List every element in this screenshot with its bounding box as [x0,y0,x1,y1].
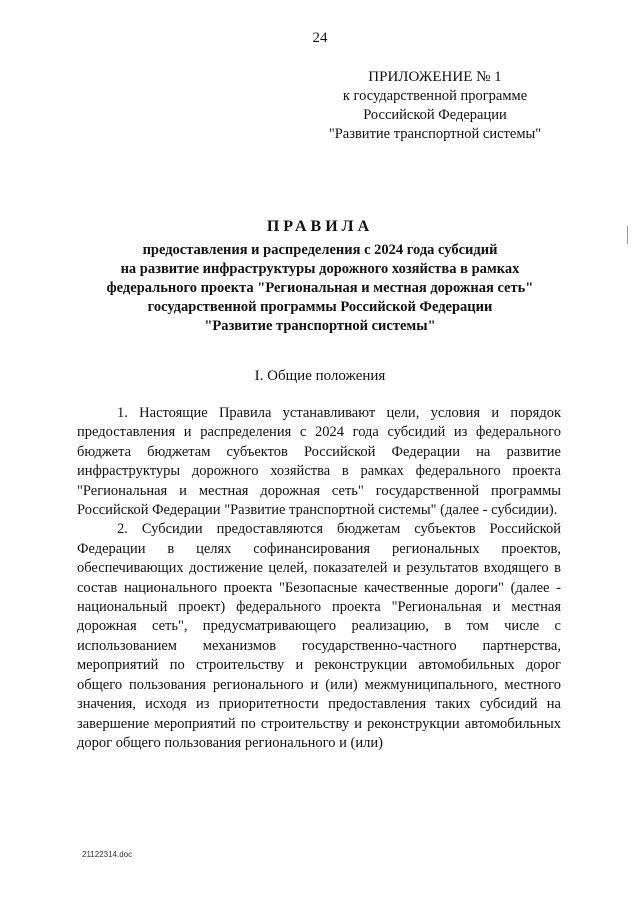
body-text [77,404,561,753]
scan-edge-mark [627,226,628,244]
paragraph-2: 2. Субсидии предоставляются бюджетам субъектов Российской Федерации в целях софинансирования региональных проектов, обеспечивающих достижение целей, показателей и результатов входящего в состав национального проекта "Безопасные качественные дороги" (далее - национальный проект) федерального проекта "Региональная и местная дорожная сеть", предусматривающего реализацию, в том числе с использованием механизмов государственно-частного партнерства, мероприятий по строительству и реконструкции автомобильных дорог общего пользования регионального и (или) межмуниципального, местного значения, исходя из приоритетности предоставления таких субсидий на завершение мероприятий по строительству и реконструкции автомобильных дорог общего пользования регионального и (или) [77,521,561,751]
appendix-line: "Развитие транспортной системы" [328,126,542,142]
appendix-line: Российской Федерации [363,107,507,123]
page-number: 24 [312,30,328,46]
paragraph-1: 1. Настоящие Правила устанавливают цели, условия и порядок предоставления и распределения с 2024 года субсидий из федерального бюджета бюджетам субъектов Российской Федерации на развитие инфраструктуры дорожного хозяйства в рамках федерального проекта "Региональная и местная дорожная сеть" государственной программы Российской Федерации "Развитие транспортной системы" (далее - субсидии). [77,405,561,519]
appendix-title: ПРИЛОЖЕНИЕ № 1 [368,69,502,85]
rules-subtitle [60,241,580,336]
subtitle-line: государственной программы Российской Федерации [147,299,493,315]
appendix-block [300,68,570,144]
subtitle-line: предоставления и распределения с 2024 года субсидий [142,242,498,258]
document-code: 21122314.doc [82,850,133,859]
subtitle-line: на развитие инфраструктуры дорожного хозяйства в рамках [120,261,520,277]
rules-title: ПРАВИЛА [266,218,374,235]
section-heading: I. Общие положения [254,368,386,384]
appendix-line: к государственной программе [342,88,528,104]
subtitle-line: "Развитие транспортной системы" [204,318,436,334]
subtitle-line: федерального проекта "Региональная и местная дорожная сеть" [106,280,534,296]
